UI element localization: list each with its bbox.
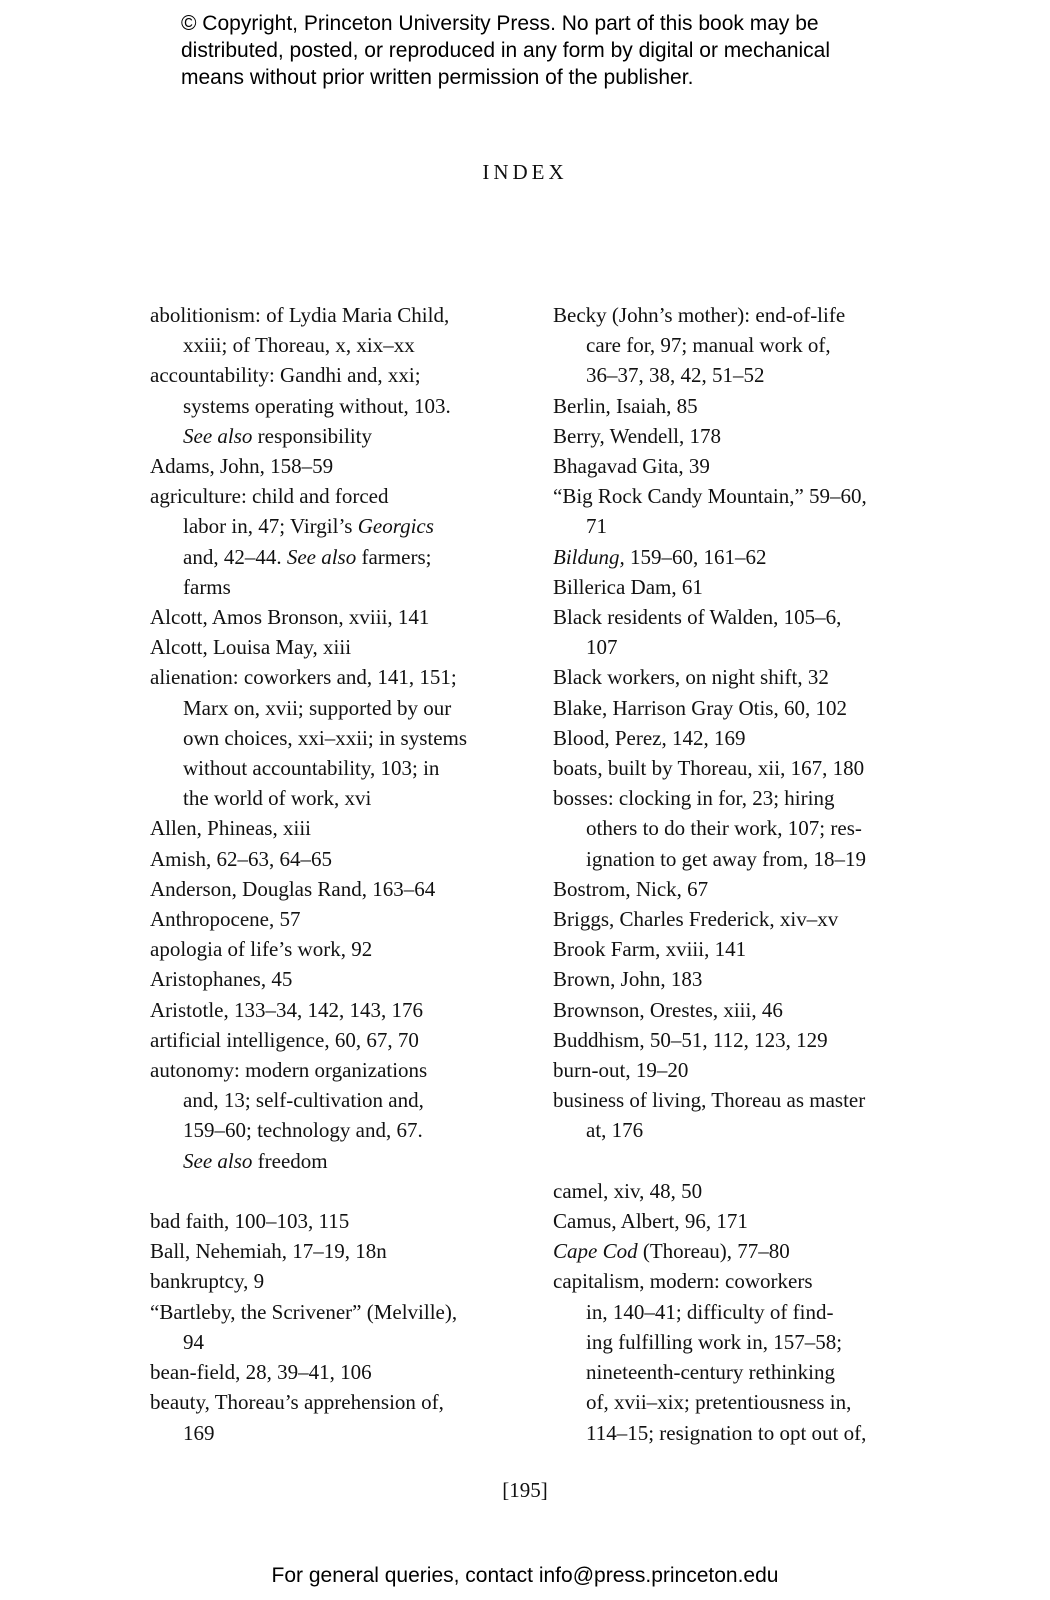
index-entry-continuation (150, 723, 510, 753)
index-entry-text: bean-field, 28, 39–41, 106 (150, 1360, 372, 1385)
index-entry (553, 481, 923, 541)
index-entry (553, 451, 923, 481)
index-entry (150, 1236, 510, 1266)
index-entry-continuation (150, 1085, 510, 1115)
index-entry (553, 783, 923, 874)
index-entry-line (553, 723, 923, 753)
index-entry-text: responsibility (252, 423, 372, 448)
index-entry-text: beauty, Thoreau’s apprehension of, (150, 1390, 444, 1415)
index-entry-text: Alcott, Louisa May, xiii (150, 635, 352, 660)
index-entry-text: Alcott, Amos Bronson, xviii, 141 (150, 605, 430, 630)
index-entry (553, 662, 923, 692)
index-entry-continuation (553, 1357, 923, 1387)
index-entry-line (553, 572, 923, 602)
index-entry-line (553, 1085, 923, 1115)
index-entry-line (150, 632, 510, 662)
copyright-line: distributed, posted, or reproduced in any form by digital or mechanical (181, 39, 831, 62)
index-entry-continuation (553, 330, 923, 360)
index-entry (553, 1025, 923, 1055)
index-entry-text: Briggs, Charles Frederick, xiv–xv (553, 907, 839, 932)
index-entry (150, 662, 510, 813)
copyright-line: means without prior written permission of the publisher. (181, 66, 694, 89)
index-entry-italic: See also (183, 423, 253, 448)
index-entry (553, 874, 923, 904)
index-entry (553, 572, 923, 602)
index-entry-text: abolitionism: of Lydia Maria Child, (150, 303, 450, 327)
index-entry-line (553, 1055, 923, 1085)
index-entry-line (553, 693, 923, 723)
index-entry-line (150, 904, 510, 934)
index-entry-continuation (150, 572, 510, 602)
index-entry-text: without accountability, 103; in (183, 756, 440, 781)
index-entry-line (553, 753, 923, 783)
index-entry-line (553, 662, 923, 692)
index-entry-text: Blake, Harrison Gray Otis, 60, 102 (553, 695, 847, 720)
index-entry-text: artificial intelligence, 60, 67, 70 (150, 1027, 419, 1052)
index-entry (553, 1266, 923, 1447)
index-entry-text: Allen, Phineas, xiii (150, 816, 311, 841)
index-entry-text: bad faith, 100–103, 115 (150, 1209, 350, 1234)
index-entry (150, 481, 510, 602)
index-entry-text: 169 (183, 1420, 215, 1445)
index-entry-line (150, 1206, 510, 1236)
index-entry-line (553, 1025, 923, 1055)
index-entry-continuation (553, 813, 923, 843)
index-entry-text: burn-out, 19–20 (553, 1058, 689, 1083)
index-entry-text: Berlin, Isaiah, 85 (553, 393, 698, 418)
index-entry (553, 964, 923, 994)
index-entry-line (553, 874, 923, 904)
index-entry-text: “Bartleby, the Scrivener” (Melville), (150, 1299, 458, 1324)
index-entry-text: business of living, Thoreau as master (553, 1088, 866, 1113)
index-entry-continuation (150, 542, 510, 572)
index-entry (553, 391, 923, 421)
index-entry (553, 542, 923, 572)
index-entry-continuation (553, 844, 923, 874)
index-entry-italic: Bildung, (553, 544, 625, 569)
index-entry (553, 1176, 923, 1206)
index-entry-line (553, 1176, 923, 1206)
index-entry-text: Anderson, Douglas Rand, 163–64 (150, 876, 436, 901)
index-entry-text: and, 13; self-cultivation and, (183, 1088, 424, 1113)
index-entry-text: Black workers, on night shift, 32 (553, 665, 829, 690)
index-entry (150, 934, 510, 964)
index-entry-italic: See also (286, 544, 357, 569)
index-entry-text: “Big Rock Candy Mountain,” 59–60, (553, 484, 867, 509)
index-entry-text: autonomy: modern organizations (150, 1058, 428, 1083)
index-entry-continuation (150, 391, 510, 421)
index-entry-text: labor in, 47; Virgil’s (183, 514, 358, 539)
index-entry-text: own choices, xxi–xxii; in systems (183, 725, 468, 750)
index-entry-italic: See also (183, 1148, 253, 1173)
index-entry (150, 300, 510, 360)
index-entry (553, 1085, 923, 1145)
copyright-notice (181, 10, 941, 91)
index-entry-continuation (150, 1115, 510, 1145)
index-entry (150, 602, 510, 632)
index-entry-continuation (553, 632, 923, 662)
index-entry-line (553, 602, 923, 632)
index-entry (553, 723, 923, 753)
index-entry-continuation (553, 1115, 923, 1145)
index-entry-line (553, 542, 923, 572)
index-entry-line (553, 904, 923, 934)
index-entry (150, 360, 510, 451)
index-entry-line (553, 421, 923, 451)
index-entry-line (553, 391, 923, 421)
index-entry (150, 1357, 510, 1387)
index-entry-line (150, 662, 510, 692)
index-entry-text: at, 176 (586, 1118, 644, 1143)
index-entry (150, 904, 510, 934)
index-entry-continuation (150, 511, 510, 541)
index-entry (150, 1055, 510, 1176)
index-entry (150, 1025, 510, 1055)
index-entry-text: bankruptcy, 9 (150, 1269, 265, 1294)
index-entry (553, 934, 923, 964)
index-entry (150, 451, 510, 481)
index-entry (553, 1055, 923, 1085)
index-entry-line (150, 1266, 510, 1296)
index-entry-text: Berry, Wendell, 178 (553, 423, 722, 448)
index-entry-continuation (553, 1297, 923, 1327)
index-entry-continuation (150, 421, 510, 451)
index-entry-text: Aristotle, 133–34, 142, 143, 176 (150, 997, 423, 1022)
index-column-left (150, 300, 510, 1448)
index-entry (553, 693, 923, 723)
index-entry-line (150, 844, 510, 874)
index-entry-italic: Cape Cod (553, 1239, 638, 1264)
index-entry-line (150, 360, 510, 390)
index-entry-text: accountability: Gandhi and, xxi; (150, 363, 421, 388)
index-column-right (553, 300, 923, 1448)
index-entry-text: farms (183, 574, 231, 599)
index-entry-line (553, 1266, 923, 1296)
index-entry (150, 1387, 510, 1447)
index-entry-line (553, 964, 923, 994)
index-entry-text: Becky (John’s mother): end-of-life (553, 303, 846, 327)
index-entry (150, 844, 510, 874)
index-entry (150, 874, 510, 904)
index-entry-text: xxiii; of Thoreau, x, xix–xx (183, 333, 415, 358)
index-entry-text: Anthropocene, 57 (150, 907, 301, 932)
index-entry-text: 159–60, 161–62 (624, 544, 767, 569)
index-entry-line (150, 1025, 510, 1055)
index-entry-line (150, 451, 510, 481)
index-entry-text: Brownson, Orestes, xiii, 46 (553, 997, 783, 1022)
index-entry-line (553, 451, 923, 481)
index-entry-line (553, 300, 923, 330)
index-entry-text: Brown, John, 183 (553, 967, 703, 992)
index-entry (150, 632, 510, 662)
index-entry-text: 159–60; technology and, 67. (183, 1118, 423, 1143)
index-entry-line (150, 1387, 510, 1417)
index-entry-text: systems operating without, 103. (183, 393, 451, 418)
index-entry-line (553, 481, 923, 511)
index-entry-text: 71 (586, 514, 607, 539)
index-entry-continuation (150, 753, 510, 783)
index-entry-text: nineteenth-century rethinking (586, 1360, 835, 1385)
index-entry-text: Amish, 62–63, 64–65 (150, 846, 333, 871)
index-entry-line (150, 481, 510, 511)
index-entry (150, 964, 510, 994)
index-entry (150, 1266, 510, 1296)
index-entry-text: capitalism, modern: coworkers (553, 1269, 813, 1294)
index-entry-text: 114–15; resignation to opt out of, (586, 1420, 867, 1445)
index-entry-text: agriculture: child and forced (150, 484, 389, 509)
page-title: INDEX (482, 160, 568, 184)
index-entry-text: Adams, John, 158–59 (150, 454, 334, 479)
index-entry-text: Bostrom, Nick, 67 (553, 876, 709, 901)
index-entry-text: Blood, Perez, 142, 169 (553, 725, 746, 750)
index-entry (150, 1206, 510, 1236)
index-entry-continuation (150, 1418, 510, 1448)
index-entry-line (150, 300, 510, 330)
index-entry-text: 107 (586, 635, 618, 660)
index-entry (150, 995, 510, 1025)
index-entry-text: boats, built by Thoreau, xii, 167, 180 (553, 756, 865, 781)
index-entry-line (150, 1297, 510, 1327)
index-entry (553, 421, 923, 451)
index-entry-continuation (150, 1327, 510, 1357)
index-entry-continuation (553, 1327, 923, 1357)
index-entry (553, 1236, 923, 1266)
index-entry-line (150, 1357, 510, 1387)
index-entry-text: Bhagavad Gita, 39 (553, 454, 710, 479)
index-entry (553, 602, 923, 662)
index-entry (150, 1297, 510, 1357)
index-entry-text: farmers; (356, 544, 432, 569)
index-entry-text: Buddhism, 50–51, 112, 123, 129 (553, 1027, 828, 1052)
index-entry-text: others to do their work, 107; res- (586, 816, 862, 841)
copyright-line: © Copyright, Princeton University Press. No part of this book may be (181, 12, 819, 35)
index-entry-text: Black residents of Walden, 105–6, (553, 605, 842, 630)
index-entry (553, 904, 923, 934)
index-entry-line (150, 934, 510, 964)
index-entry-continuation (553, 511, 923, 541)
letter-group-gap (553, 1146, 923, 1176)
index-entry-text: 36–37, 38, 42, 51–52 (586, 363, 765, 388)
index-entry-text: Camus, Albert, 96, 171 (553, 1209, 748, 1234)
index-entry (553, 300, 923, 391)
index-entry-continuation (150, 330, 510, 360)
index-entry-text: ing fulfilling work in, 157–58; (586, 1329, 843, 1354)
index-entry-continuation (553, 1418, 923, 1448)
index-entry-text: bosses: clocking in for, 23; hiring (553, 786, 835, 811)
index-entry-line (553, 783, 923, 813)
index-entry-line (150, 964, 510, 994)
index-entry-text: Billerica Dam, 61 (553, 574, 703, 599)
index-entry-line (150, 1236, 510, 1266)
index-entry-text: care for, 97; manual work of, (586, 333, 831, 358)
index-entry-line (553, 1206, 923, 1236)
index-entry-text: ignation to get away from, 18–19 (586, 846, 866, 871)
index-entry-line (553, 934, 923, 964)
index-entry-text: Aristophanes, 45 (150, 967, 293, 992)
index-entry-line (553, 1236, 923, 1266)
index-entry-text: (Thoreau), 77–80 (637, 1239, 790, 1264)
index-entry-text: Marx on, xvii; supported by our (183, 695, 452, 720)
index-entry (150, 813, 510, 843)
index-entry-text: in, 140–41; difficulty of find- (586, 1299, 834, 1324)
index-entry-continuation (553, 360, 923, 390)
index-entry-continuation (150, 783, 510, 813)
index-entry (553, 995, 923, 1025)
index-entry-line (150, 874, 510, 904)
index-entry-line (150, 602, 510, 632)
page-number: [195] (502, 1478, 548, 1502)
index-entry-text: freedom (252, 1148, 328, 1173)
index-entry-continuation (553, 1387, 923, 1417)
index-entry-continuation (150, 693, 510, 723)
index-entry-text: 94 (183, 1329, 204, 1354)
index-entry-line (150, 1055, 510, 1085)
index-entry-text: Brook Farm, xviii, 141 (553, 937, 747, 962)
index-entry-text: and, 42–44. (183, 544, 287, 569)
index-entry (553, 1206, 923, 1236)
index-entry-line (150, 995, 510, 1025)
index-entry-text: Ball, Nehemiah, 17–19, 18n (150, 1239, 387, 1264)
index-entry-text: apologia of life’s work, 92 (150, 937, 373, 962)
index-entry-line (150, 813, 510, 843)
index-entry-text: camel, xiv, 48, 50 (553, 1178, 703, 1203)
index-entry-italic: Georgics (357, 514, 434, 539)
index-entry-line (553, 995, 923, 1025)
letter-group-gap (150, 1176, 510, 1206)
index-entry-text: of, xvii–xix; pretentiousness in, (586, 1390, 852, 1415)
index-entry-text: alienation: coworkers and, 141, 151; (150, 665, 457, 690)
footer-contact: For general queries, contact info@press.princeton.edu (271, 1564, 779, 1587)
index-entry (553, 753, 923, 783)
index-entry-continuation (150, 1146, 510, 1176)
index-entry-text: the world of work, xvi (183, 786, 372, 811)
